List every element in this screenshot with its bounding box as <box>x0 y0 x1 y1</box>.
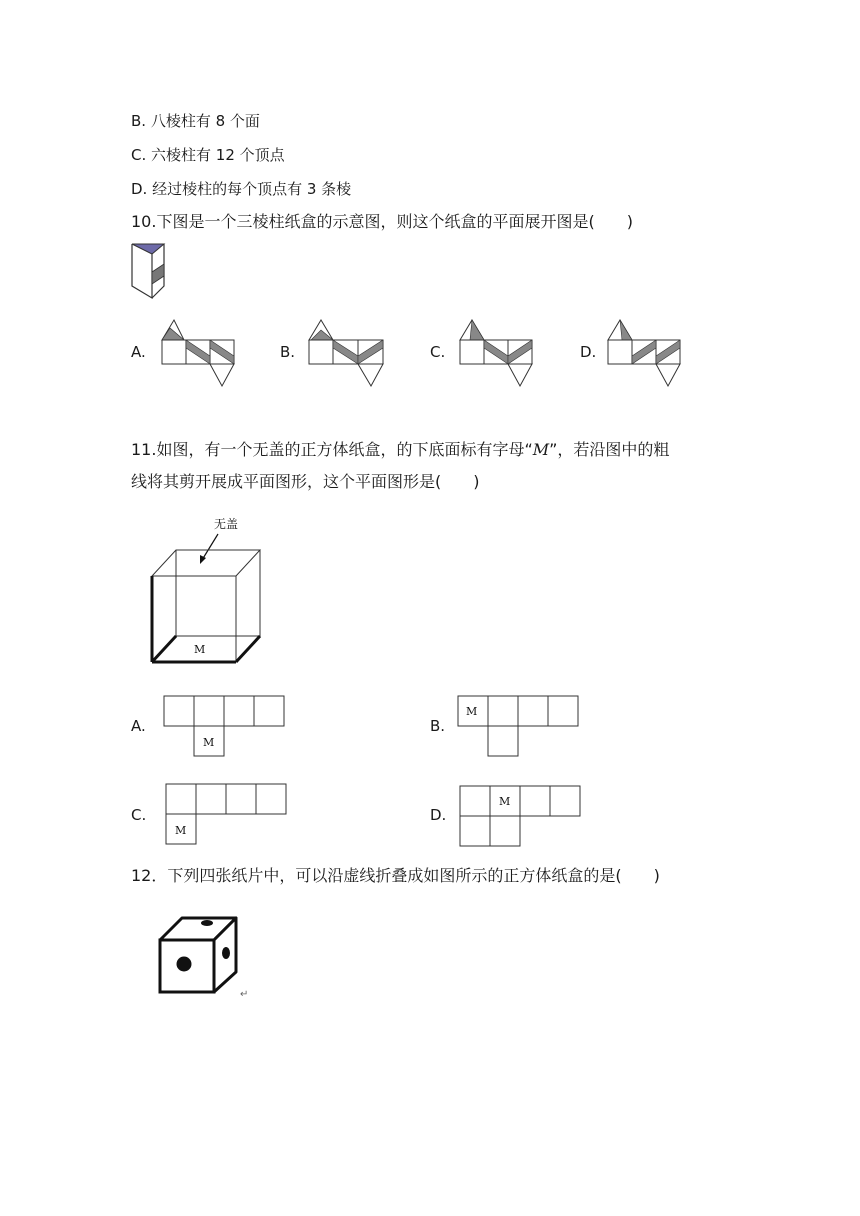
q11-no-lid-label: 无盖 <box>214 517 239 531</box>
q9-option-c: C. 六棱柱有 12 个顶点 <box>131 146 285 164</box>
q11-option-a-label[interactable]: A. <box>131 717 146 735</box>
q10-option-c-label[interactable]: C. <box>430 343 446 361</box>
q10-option-a-net[interactable] <box>160 318 236 390</box>
q11-bottom-letter: M <box>194 643 206 656</box>
q10-triangular-prism-figure <box>130 242 170 304</box>
q10-option-d-net[interactable] <box>604 318 684 390</box>
q11-option-a-net[interactable] <box>162 694 288 760</box>
q10-option-a-label[interactable]: A. <box>131 343 146 361</box>
q10-option-c-net[interactable] <box>456 318 536 390</box>
q11-option-c-net[interactable] <box>164 782 290 848</box>
q11-question-line2: 线将其剪开展成平面图形，这个平面图形是( ) <box>131 472 480 491</box>
q12-question-text: 12．下列四张纸片中，可以沿虚线折叠成如图所示的正方体纸盒的是( ) <box>131 866 660 885</box>
q11-option-c-label[interactable]: C. <box>131 806 147 824</box>
q10-option-b-label[interactable]: B. <box>280 343 296 361</box>
q11-a-letter: M <box>203 736 215 749</box>
q11-option-b-net[interactable] <box>456 694 582 760</box>
q12-dice-cube-figure <box>156 914 256 1000</box>
q11-option-d-net[interactable] <box>458 784 584 850</box>
q9-option-b: B. 八棱柱有 8 个面 <box>131 112 260 130</box>
q10-question-text: 10.下图是一个三棱柱纸盒的示意图，则这个纸盒的平面展开图是( ) <box>131 212 633 231</box>
q11-option-d-label[interactable]: D. <box>430 806 447 824</box>
q11-option-b-label[interactable]: B. <box>430 717 446 735</box>
paragraph-return-mark: ↵ <box>240 989 249 1000</box>
q10-option-d-label[interactable]: D. <box>580 343 597 361</box>
q11-d-letter: M <box>499 795 511 808</box>
q11-c-letter: M <box>175 824 187 837</box>
q11-b-letter: M <box>466 705 478 718</box>
q9-option-d: D. 经过棱柱的每个顶点有 3 条棱 <box>131 180 352 198</box>
q11-question-line1: 11.如图，有一个无盖的正方体纸盒，的下底面标有字母“M”，若沿图中的粗 <box>131 440 670 459</box>
q11-open-cube-figure <box>148 512 268 668</box>
q10-option-b-net[interactable] <box>307 318 387 390</box>
